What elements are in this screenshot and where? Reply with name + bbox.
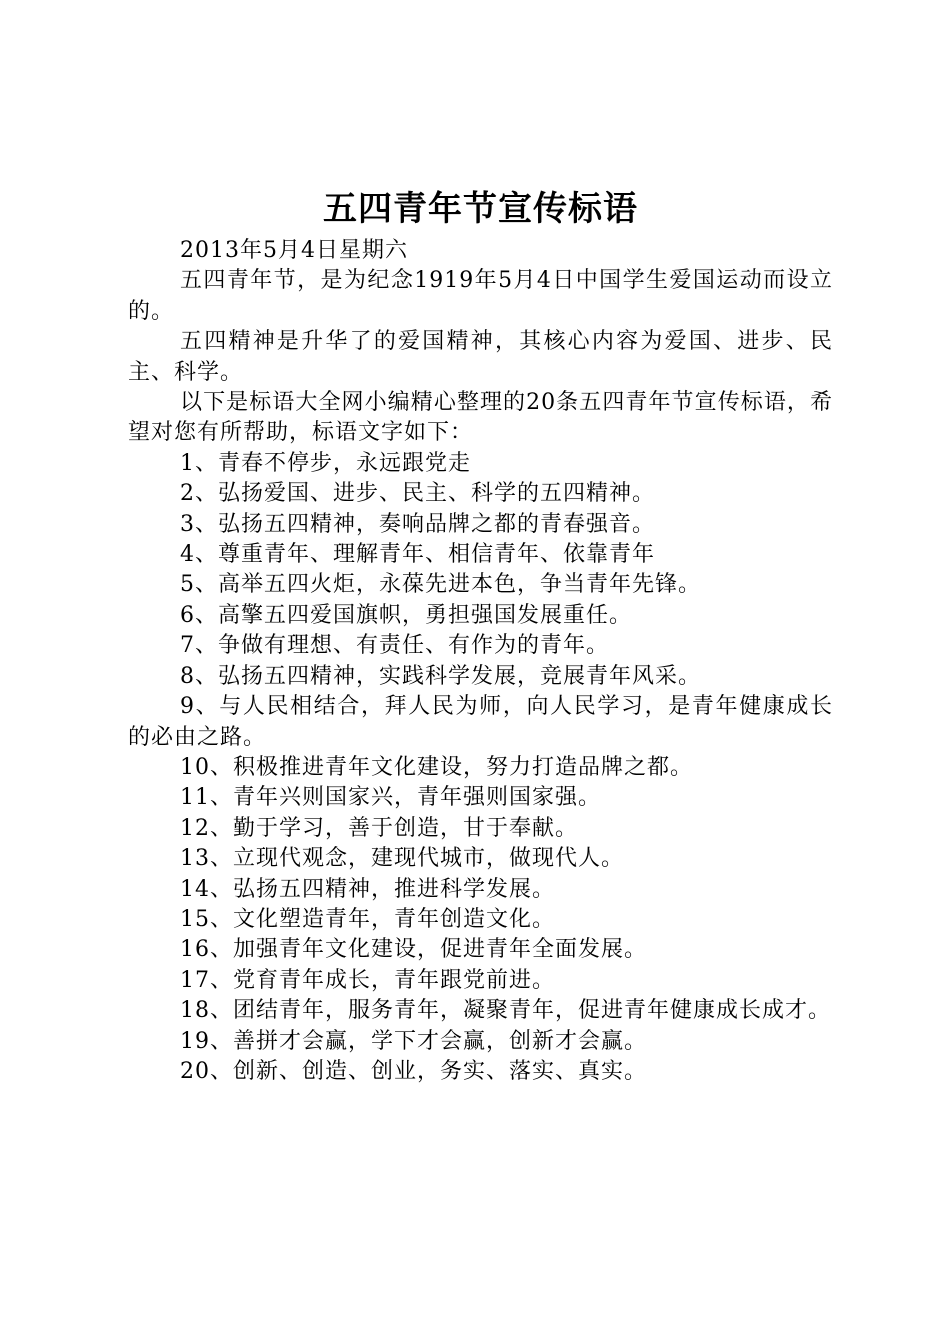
intro-paragraph-3: 以下是标语大全网小编精心整理的20条五四青年节宣传标语，希望对您有所帮助，标语文字如下： (128, 390, 833, 446)
document-title: 五四青年节宣传标语 (323, 189, 638, 229)
slogan-list (128, 449, 833, 1088)
intro-paragraph-2: 五四精神是升华了的爱国精神，其核心内容为爱国、进步、民主、科学。 (128, 329, 833, 385)
document-page (128, 186, 833, 1087)
slogan-item: 3、弘扬五四精神，奏响品牌之都的青春强音。 (180, 511, 655, 537)
slogan-item: 2、弘扬爱国、进步、民主、科学的五四精神。 (180, 481, 655, 507)
slogan-item: 8、弘扬五四精神，实践科学发展，竞展青年风采。 (180, 663, 701, 689)
slogan-item: 1、青春不停步，永远跟党走 (180, 450, 471, 476)
slogan-item: 18、团结青年，服务青年，凝聚青年，促进青年健康成长成才。 (180, 998, 831, 1024)
slogan-item: 13、立现代观念，建现代城市，做现代人。 (180, 846, 624, 872)
slogan-item: 20、创新、创造、创业，务实、落实、真实。 (180, 1058, 647, 1084)
slogan-item: 7、争做有理想、有责任、有作为的青年。 (180, 633, 609, 659)
slogan-item: 10、积极推进青年文化建设，努力打造品牌之都。 (180, 754, 693, 780)
document-date: 2013年5月4日星期六 (180, 238, 408, 263)
slogan-item: 4、尊重青年、理解青年、相信青年、依靠青年 (180, 542, 655, 568)
slogan-item: 14、弘扬五四精神，推进科学发展。 (180, 876, 555, 902)
slogan-item: 5、高举五四火炬，永葆先进本色，争当青年先锋。 (180, 572, 701, 598)
slogan-item: 11、青年兴则国家兴，青年强则国家强。 (180, 785, 601, 811)
slogan-item: 17、党育青年成长，青年跟党前进。 (180, 967, 555, 993)
slogan-item: 6、高擎五四爱国旗帜，勇担强国发展重任。 (180, 602, 632, 628)
slogan-item: 16、加强青年文化建设，促进青年全面发展。 (180, 937, 647, 963)
slogan-item: 12、勤于学习，善于创造，甘于奉献。 (180, 815, 578, 841)
slogan-item: 19、善拼才会赢，学下才会赢，创新才会赢。 (180, 1028, 647, 1054)
intro-paragraph-1: 五四青年节，是为纪念1919年5月4日中国学生爱国运动而设立的。 (128, 268, 833, 324)
slogan-item: 15、文化塑造青年，青年创造文化。 (180, 906, 555, 932)
slogan-item: 9、与人民相结合，拜人民为师，向人民学习，是青年健康成长的必由之路。 (128, 694, 833, 750)
